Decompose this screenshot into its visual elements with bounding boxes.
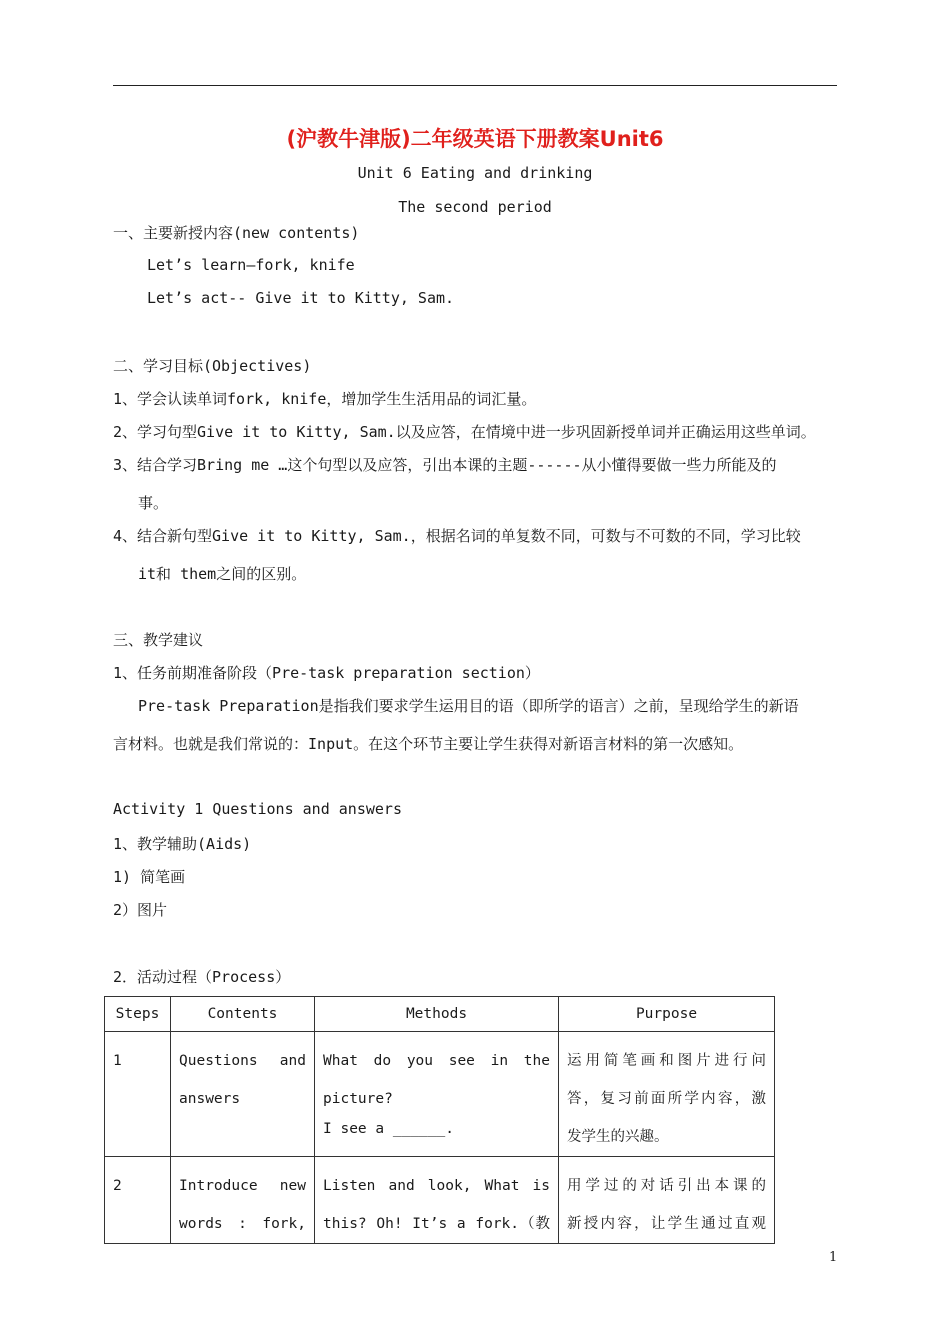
- aid-item-1: 1) 简笔画: [113, 868, 186, 886]
- row1-methods: [315, 1032, 559, 1157]
- unit-subtitle: Unit 6 Eating and drinking: [357, 164, 593, 182]
- aid-item-2: 2）图片: [113, 901, 168, 919]
- document-title: (沪教牛津版)二年级英语下册教案Unit6: [286, 127, 664, 151]
- section3-paragraph-cont: 言材料。也就是我们常说的：Input。在这个环节主要让学生获得对新语言材料的第一次感知。: [113, 735, 744, 753]
- objective-3-cont: 事。: [138, 494, 169, 512]
- table-header-row: [105, 997, 775, 1032]
- row1-contents: [171, 1032, 315, 1157]
- row2-methods-line2: this? Oh! It’s a fork.（教: [323, 1216, 550, 1232]
- row1-methods-line1: What do you see in the: [323, 1053, 550, 1069]
- table-row: [105, 1157, 775, 1244]
- section3-heading: 三、教学建议: [113, 631, 204, 649]
- row2-purpose: [559, 1157, 775, 1244]
- header-contents: Contents: [171, 997, 315, 1032]
- row2-contents-line2: words : fork,: [179, 1216, 306, 1232]
- header-methods: Methods: [315, 997, 559, 1032]
- row2-methods-line1: Listen and look, What is: [323, 1178, 550, 1194]
- section1-heading: 一、主要新授内容(new contents): [113, 224, 360, 242]
- section3-paragraph: Pre-task Preparation是指我们要求学生运用目的语（即所学的语言）之前，呈现给学生的新语: [138, 697, 799, 715]
- row2-contents: [171, 1157, 315, 1244]
- objective-1: 1、学会认读单词fork, knife，增加学生生活用品的词汇量。: [113, 390, 537, 408]
- row1-purpose-line3: 发学生的兴趣。: [567, 1129, 669, 1145]
- objective-2: 2、学习句型Give it to Kitty, Sam.以及应答，在情境中进一步巩固新授单词并正确运用这些单词。: [113, 423, 816, 441]
- header-rule: [113, 85, 837, 86]
- page-number: 1: [829, 1250, 838, 1265]
- table-row: [105, 1032, 775, 1157]
- objective-3: 3、结合学习Bring me …这个句型以及应答，引出本课的主题------从小懂得要做一些力所能及的: [113, 456, 777, 474]
- process-heading: 2．活动过程（Process）: [113, 968, 291, 986]
- row2-contents-line1: Introduce new: [179, 1178, 306, 1194]
- row2-step: 2: [105, 1157, 171, 1244]
- section3-sub1: 1、任务前期准备阶段（Pre-task preparation section）: [113, 664, 540, 682]
- row2-purpose-line2: 新授内容，让学生通过直观: [567, 1216, 766, 1232]
- row2-purpose-line1: 用学过的对话引出本课的: [567, 1178, 766, 1194]
- section1-line1: Let’s learn—fork, knife: [147, 256, 355, 274]
- row2-methods: [315, 1157, 559, 1244]
- aids-heading: 1、教学辅助(Aids): [113, 835, 252, 853]
- objective-4-cont: it和 them之间的区别。: [138, 565, 307, 583]
- row1-methods-line3: I see a ______.: [323, 1121, 454, 1137]
- row1-step: 1: [105, 1032, 171, 1157]
- row1-purpose: [559, 1032, 775, 1157]
- row1-purpose-line1: 运用简笔画和图片进行问: [567, 1053, 766, 1069]
- header-steps: Steps: [105, 997, 171, 1032]
- header-purpose: Purpose: [559, 997, 775, 1032]
- row1-methods-line2: picture?: [323, 1091, 393, 1107]
- section1-line2: Let’s act-- Give it to Kitty, Sam.: [147, 289, 455, 307]
- row1-purpose-line2: 答，复习前面所学内容，激: [567, 1091, 766, 1107]
- period-label: The second period: [398, 198, 552, 216]
- activity-heading: Activity 1 Questions and answers: [113, 800, 402, 818]
- row1-contents-line2: answers: [179, 1091, 241, 1107]
- process-table: [104, 996, 775, 1244]
- section2-heading: 二、学习目标(Objectives): [113, 357, 312, 375]
- row1-contents-line1: Questions and: [179, 1053, 306, 1069]
- objective-4: 4、结合新句型Give it to Kitty, Sam.，根据名词的单复数不同，可数与不可数的不同，学习比较: [113, 527, 801, 545]
